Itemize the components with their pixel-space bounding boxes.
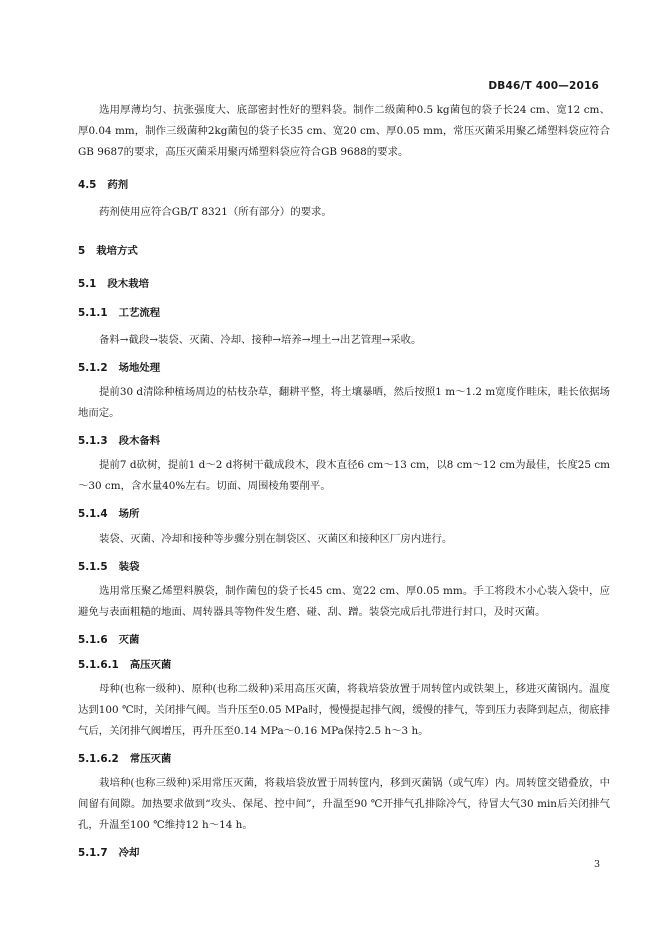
paragraph-high-pressure-sterilization: 母种(也称一级种)、原种(也称二级种)采用高压灭菌，将栽培袋放置于周转筐内或铁架上，移进灭菌锅内。温度达到100 ℃时，关闭排气阀。当升压至0.05 MPa时，慢慢提起排气阀，缓慢的排气，等到压力表降到起点，彻底排气后，关闭排气阀增压，再升压至0.14 MPa～0.16 MPa保持2.5 h～3 h。 bbox=[78, 683, 610, 737]
section-number: 5.1.7 bbox=[78, 847, 108, 859]
section-title: 冷却 bbox=[118, 847, 140, 859]
section-5-1-6-heading bbox=[78, 630, 610, 651]
paragraph-log-prep: 提前7 d砍树，提前1 d～2 d将树干截成段木，段木直径6 cm～13 cm，以8 cm～12 cm为最佳，长度25 cm～30 cm，含水量40%左右。切面、周围棱角要削平。 bbox=[78, 459, 610, 492]
section-5-1-3-heading bbox=[78, 431, 610, 452]
section-title: 高压灭菌 bbox=[129, 659, 172, 671]
section-title: 装袋 bbox=[118, 561, 140, 573]
section-title: 段木栽培 bbox=[107, 278, 149, 290]
paragraph-bag-spec: 选用厚薄均匀、抗张强度大、底部密封性好的塑料袋。制作二级菌种0.5 kg菌包的袋子长24 cm、宽12 cm、厚0.04 mm，制作三级菌种2kg菌包的袋子长35 cm、宽20 cm、厚0.05 mm，常压灭菌采用聚乙烯塑料袋应符合GB 9687的要求，高压灭菌采用聚丙烯塑料袋应符合GB 9688的要求。 bbox=[78, 104, 610, 158]
section-title: 场地处理 bbox=[118, 362, 161, 374]
paragraph-atmospheric-sterilization: 栽培种(也称三级种)采用常压灭菌，将栽培袋放置于周转筐内，移到灭菌锅（或气库）内。周转筐交错叠放，中间留有间隙。加热要求做到“攻头、保尾、控中间”，升温至90 ℃开排气孔排除冷气，待冒大气30 min后关闭排气孔，升温至100 ℃维持12 h～14 h。 bbox=[78, 777, 610, 831]
section-5-1-6-2-heading bbox=[78, 749, 610, 770]
section-number: 5.1.2 bbox=[78, 362, 108, 374]
section-5-1-1-heading bbox=[78, 303, 610, 324]
section-title: 段木备料 bbox=[118, 435, 161, 447]
section-5-1-2-heading bbox=[78, 358, 610, 379]
page-number: 3 bbox=[593, 859, 600, 870]
section-title: 常压灭菌 bbox=[129, 753, 172, 765]
paragraph-process-flow: 备料→截段→装袋、灭菌、冷却、接种→培养→埋土→出艺管理→采收。 bbox=[99, 334, 422, 346]
paragraph-location: 装袋、灭菌、冷却和接种等步骤分别在制袋区、灭菌区和接种区厂房内进行。 bbox=[99, 533, 453, 545]
section-title: 工艺流程 bbox=[118, 307, 161, 319]
section-number: 5.1 bbox=[78, 278, 97, 290]
document-code: DB46/T 400—2016 bbox=[488, 80, 599, 92]
section-title: 灭菌 bbox=[118, 634, 140, 646]
section-5-1-5-heading bbox=[78, 557, 610, 578]
section-title: 药剂 bbox=[107, 179, 129, 191]
section-number: 5.1.6.2 bbox=[78, 753, 119, 765]
section-number: 5.1.6.1 bbox=[78, 659, 119, 671]
section-number: 5.1.6 bbox=[78, 634, 108, 646]
paragraph-site-prep: 提前30 d清除种植场周边的枯枝杂草，翻耕平整，将土壤暴晒，然后按照1 m～1.2 m宽度作畦床，畦长依据场地而定。 bbox=[78, 386, 610, 419]
section-5-1-4-heading bbox=[78, 504, 610, 525]
section-number: 5 bbox=[78, 245, 86, 257]
section-5-1-6-1-heading bbox=[78, 655, 610, 676]
section-number: 5.1.1 bbox=[78, 307, 108, 319]
section-number: 5.1.4 bbox=[78, 508, 108, 520]
paragraph-pesticide: 药剂使用应符合GB/T 8321（所有部分）的要求。 bbox=[99, 206, 332, 218]
section-title: 场所 bbox=[118, 508, 140, 520]
section-5-1-heading bbox=[78, 274, 610, 295]
section-number: 4.5 bbox=[78, 179, 97, 191]
section-4-5-heading bbox=[78, 175, 610, 196]
section-number: 5.1.3 bbox=[78, 435, 108, 447]
document-body bbox=[78, 96, 610, 864]
section-5-heading bbox=[78, 241, 610, 262]
section-5-1-7-heading bbox=[78, 843, 610, 864]
paragraph-bagging: 选用常压聚乙烯塑料膜袋，制作菌包的袋子长45 cm、宽22 cm、厚0.05 mm。手工将段木小心装入袋中，应避免与表面粗糙的地面、周转器具等物件发生磨、碰、刮、蹭。装袋完成后扎带进行封口，及时灭菌。 bbox=[78, 585, 610, 618]
section-title: 栽培方式 bbox=[96, 245, 138, 257]
section-number: 5.1.5 bbox=[78, 561, 108, 573]
